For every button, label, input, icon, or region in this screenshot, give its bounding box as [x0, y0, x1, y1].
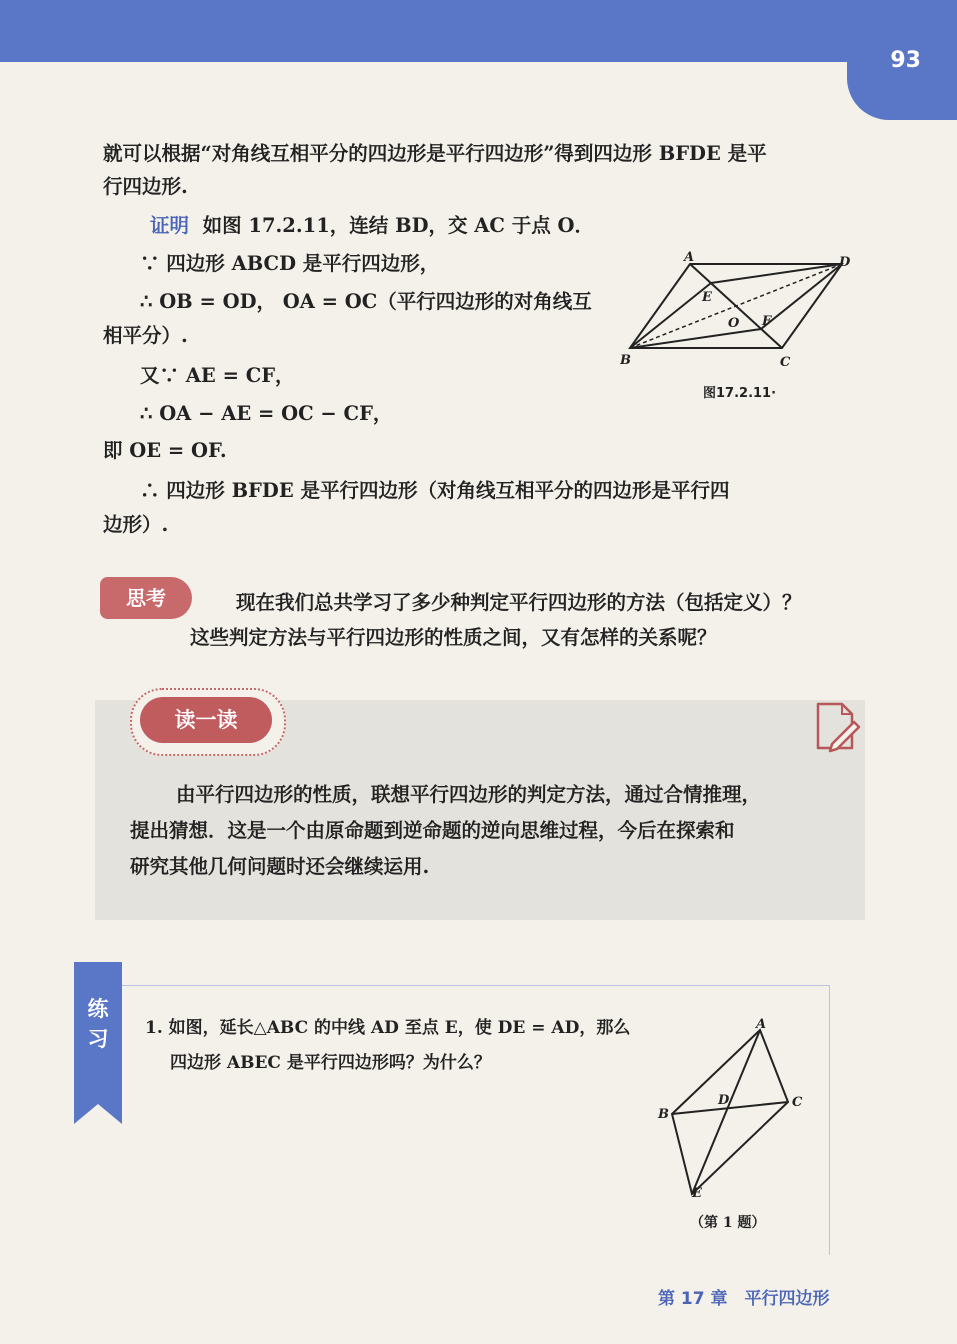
proof-line-1: [150, 212, 594, 240]
ex-label-d: D: [718, 1093, 730, 1108]
label-a: A: [684, 250, 695, 265]
proof-line-6: ∴ OA − AE = OC − CF，: [140, 402, 393, 425]
think-line-1: 现在我们总共学习了多少种判定平行四边形的方法（包括定义）？: [236, 591, 802, 614]
exercise-label: 练习: [87, 997, 109, 1051]
proof-label: 证明: [150, 214, 190, 237]
proof-line-2: ∵ 四边形 ABCD 是平行四边形，: [140, 252, 440, 275]
think-badge: 思考: [100, 577, 192, 619]
label-e: E: [702, 290, 712, 305]
median-ae: [692, 1030, 760, 1194]
intro-line-1: 就可以根据“对角线互相平分的四边形是平行四边形”得到四边形 BFDE 是平: [103, 142, 767, 165]
read-badge: 读一读: [140, 697, 272, 743]
ex-label-b: B: [658, 1107, 669, 1122]
proof-line-8: ∴ 四边形 BFDE 是平行四边形（对角线互相平分的四边形是平行四: [140, 479, 730, 502]
diagonal-bd: [630, 264, 842, 348]
read-line-1: 由平行四边形的性质，联想平行四边形的判定方法，通过合情推理，: [176, 783, 762, 806]
label-b: B: [620, 353, 631, 368]
page-number-tab: [847, 30, 957, 120]
exercise-q1-line-1: 1. 如图，延长△ABC 的中线 AD 至点 E，使 DE = AD，那么: [145, 1018, 631, 1038]
exercise-q1-line-2: 四边形 ABEC 是平行四边形吗？为什么？: [170, 1053, 491, 1073]
ex-label-a: A: [756, 1017, 767, 1032]
label-o: O: [728, 316, 740, 331]
proof-text-1: 如图 17.2.11，连结 BD，交 AC 于点 O．: [202, 214, 594, 237]
ex-label-e: E: [692, 1186, 702, 1201]
note-pencil-icon: [812, 700, 862, 754]
read-line-3: 研究其他几何问题时还会继续运用.: [130, 855, 430, 878]
label-d: D: [839, 255, 851, 270]
figure-exercise-1: [650, 1012, 810, 1212]
label-f: F: [762, 314, 772, 329]
proof-line-7: 即 OE = OF.: [103, 439, 227, 462]
chapter-footer: 第 17 章 平行四边形: [658, 1289, 830, 1309]
exercise-frame-right: [829, 985, 830, 1255]
figure1-caption: 图17.2.11·: [703, 386, 777, 401]
ex-label-c: C: [792, 1095, 803, 1110]
exercise-tab-notch: [74, 1100, 122, 1124]
intro-line-2: 行四边形.: [103, 175, 188, 198]
page-number: 93: [890, 48, 921, 73]
figure-parallelogram-abcd: [620, 250, 860, 375]
proof-line-3: ∴ OB = OD， OA = OC（平行四边形的对角线互: [140, 290, 592, 313]
proof-line-4: 相平分）.: [103, 324, 188, 347]
proof-line-5: 又∵ AE = CF，: [140, 364, 295, 387]
exercise-figure-caption: （第 1 题）: [690, 1215, 766, 1231]
exercise-frame-top: [122, 985, 830, 986]
proof-line-9: 边形）.: [103, 513, 169, 536]
read-line-2: 提出猜想．这是一个由原命题到逆命题的逆向思维过程，今后在探索和: [130, 819, 735, 842]
label-c: C: [780, 355, 791, 370]
header-band: [0, 0, 957, 62]
think-line-2: 这些判定方法与平行四边形的性质之间，又有怎样的关系呢？: [190, 626, 717, 649]
